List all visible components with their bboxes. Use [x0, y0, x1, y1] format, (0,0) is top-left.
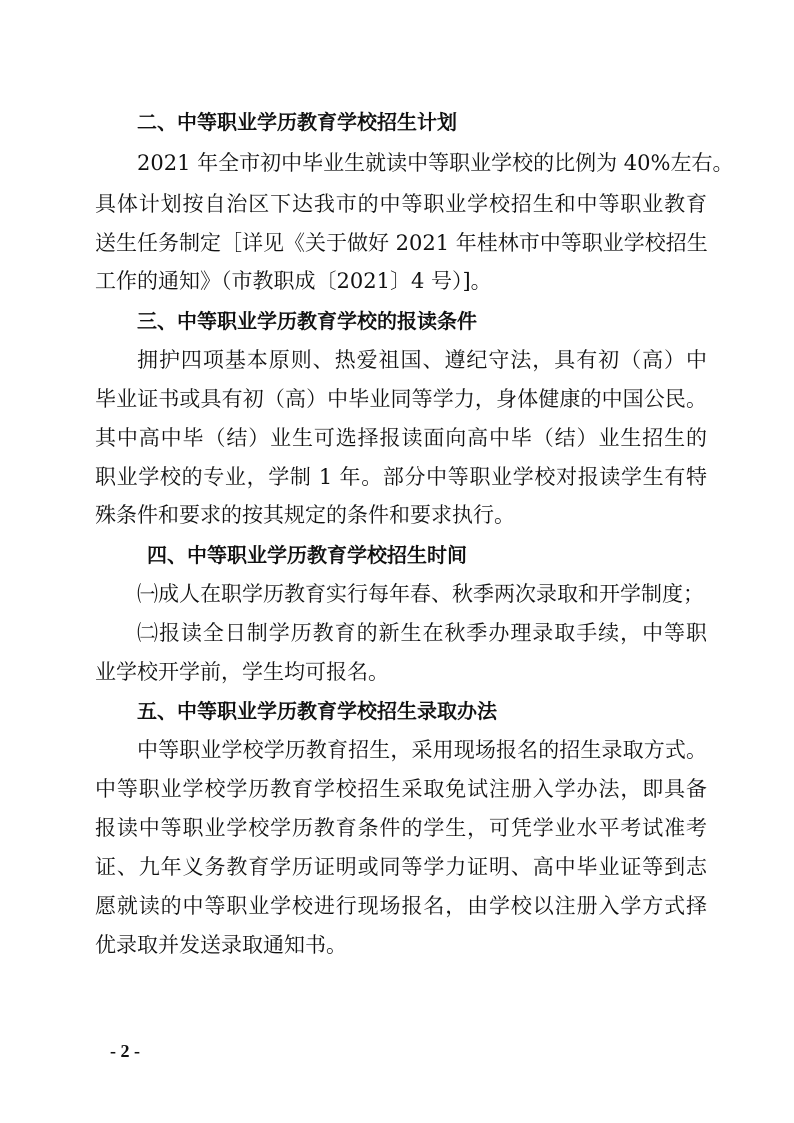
- paragraph-line: 业学校开学前，学生均可报名。: [95, 660, 389, 684]
- paragraph-line: 中等职业学校学历教育招生，采用现场报名的招生录取方式。: [137, 738, 707, 762]
- paragraph-line: 送生任务制定［详见《关于做好 2021 年桂林市中等职业学校招生: [95, 231, 708, 255]
- section-heading-eligibility: 三、中等职业学历教育学校的报读条件: [137, 309, 477, 333]
- section-heading-enrollment-plan: 二、中等职业学历教育学校招生计划: [137, 110, 457, 134]
- page-number: - 2 -: [110, 1041, 140, 1061]
- paragraph-line: 证、九年义务教育学历证明或同等学力证明、高中毕业证等到志: [95, 855, 707, 879]
- paragraph-line: 具体计划按自治区下达我市的中等职业学校招生和中等职业教育: [95, 192, 707, 216]
- paragraph-line: ㈡报读全日制学历教育的新生在秋季办理录取手续，中等职: [137, 621, 707, 645]
- paragraph-line: 工作的通知》（市教职成〔2021〕4 号）]。: [95, 269, 492, 293]
- paragraph-line: 职业学校的专业，学制 1 年。部分中等职业学校对报读学生有特: [95, 465, 707, 489]
- paragraph-line: ㈠成人在职学历教育实行每年春、秋季两次录取和开学制度；: [137, 582, 704, 606]
- paragraph-line: 其中高中毕（结）业生可选择报读面向高中毕（结）业生招生的: [95, 426, 707, 450]
- section-heading-admission-method: 五、中等职业学历教育学校招生录取办法: [137, 699, 497, 723]
- paragraph-line: 2021 年全市初中毕业生就读中等职业学校的比例为 40%左右。: [137, 151, 734, 175]
- paragraph-line: 优录取并发送录取通知书。: [95, 933, 347, 957]
- paragraph-line: 报读中等职业学校学历教育条件的学生，可凭学业水平考试准考: [95, 816, 707, 840]
- paragraph-line: 愿就读的中等职业学校进行现场报名，由学校以注册入学方式择: [95, 894, 707, 918]
- section-heading-enrollment-time: 四、中等职业学历教育学校招生时间: [147, 543, 467, 567]
- paragraph-line: 毕业证书或具有初（高）中毕业同等学力，身体健康的中国公民。: [95, 387, 707, 411]
- paragraph-line: 拥护四项基本原则、热爱祖国、遵纪守法，具有初（高）中: [137, 348, 707, 372]
- paragraph-line: 中等职业学校学历教育学校招生采取免试注册入学办法，即具备: [95, 777, 707, 801]
- paragraph-line: 殊条件和要求的按其规定的条件和要求执行。: [95, 503, 515, 527]
